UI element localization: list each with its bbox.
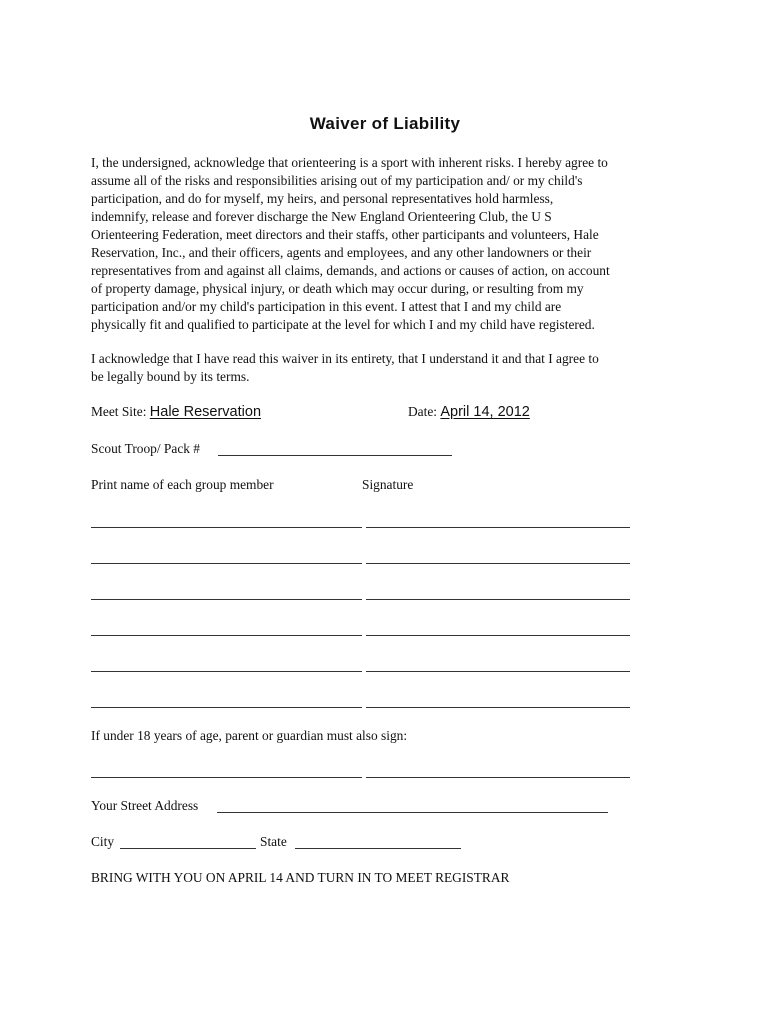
street-address-label: Your Street Address xyxy=(91,798,199,813)
meet-site-label: Meet Site: xyxy=(91,404,147,419)
member-signature-field[interactable] xyxy=(366,527,630,528)
city-field[interactable] xyxy=(120,848,256,849)
member-signature-field[interactable] xyxy=(366,707,630,708)
scout-troop-label: Scout Troop/ Pack # xyxy=(91,441,201,456)
member-name-field[interactable] xyxy=(91,635,362,636)
meet-site-value[interactable]: Hale Reservation xyxy=(149,404,262,420)
scout-troop-row xyxy=(91,440,200,458)
member-name-field[interactable] xyxy=(91,707,362,708)
city-label: City xyxy=(91,834,115,849)
guardian-name-field[interactable] xyxy=(91,777,362,778)
waiver-line: assume all of the risks and responsibilities arising out of my participation and/ or my child's xyxy=(91,173,583,188)
waiver-line: Orienteering Federation, meet directors and their staffs, other participants and volunteers, Hale xyxy=(91,227,599,242)
waiver-paragraph xyxy=(91,154,691,334)
waiver-line: indemnify, release and forever discharge the New England Orienteering Club, the U S xyxy=(91,209,552,224)
waiver-line: I, the undersigned, acknowledge that orienteering is a sport with inherent risks. I hereby agree to xyxy=(91,155,608,170)
document-title: Waiver of Liability xyxy=(309,114,461,133)
waiver-line: representatives from and against all claims, demands, and actions or causes of action, on account xyxy=(91,263,610,278)
member-signature-field[interactable] xyxy=(366,563,630,564)
signature-header: Signature xyxy=(362,477,414,492)
member-name-field[interactable] xyxy=(91,527,362,528)
acknowledgement-line: be legally bound by its terms. xyxy=(91,369,250,384)
state-label: State xyxy=(260,834,287,849)
waiver-line: physically fit and qualified to participate at the level for which I and my child have registered. xyxy=(91,317,595,332)
member-name-field[interactable] xyxy=(91,671,362,672)
date-value[interactable]: April 14, 2012 xyxy=(440,404,530,420)
member-name-field[interactable] xyxy=(91,563,362,564)
member-signature-field[interactable] xyxy=(366,671,630,672)
acknowledgement-paragraph xyxy=(91,350,691,386)
waiver-line: Reservation, Inc., and their officers, agents and employees, and any other landowners or their xyxy=(91,245,592,260)
print-name-header: Print name of each group member xyxy=(91,477,274,492)
member-signature-field[interactable] xyxy=(366,599,630,600)
date-label: Date: xyxy=(408,404,437,419)
waiver-line: of property damage, physical injury, or death which may occur during, or resulting from my xyxy=(91,281,584,296)
waiver-line: participation and/or my child's participation in this event. I attest that I and my child are xyxy=(91,299,562,314)
instructions-text: BRING WITH YOU ON APRIL 14 AND TURN IN TO MEET REGISTRAR xyxy=(91,870,510,885)
scout-troop-field[interactable] xyxy=(218,455,452,456)
acknowledgement-line: I acknowledge that I have read this waiver in its entirety, that I understand it and that I agree to xyxy=(91,351,599,366)
guardian-signature-field[interactable] xyxy=(366,777,630,778)
street-address-field[interactable] xyxy=(217,812,608,813)
meet-site-row xyxy=(91,403,261,421)
member-name-field[interactable] xyxy=(91,599,362,600)
guardian-label: If under 18 years of age, parent or guardian must also sign: xyxy=(91,728,408,743)
member-signature-field[interactable] xyxy=(366,635,630,636)
waiver-line: participation, and do for myself, my heirs, and personal representatives hold harmless, xyxy=(91,191,554,206)
date-row xyxy=(408,403,530,421)
state-field[interactable] xyxy=(295,848,461,849)
